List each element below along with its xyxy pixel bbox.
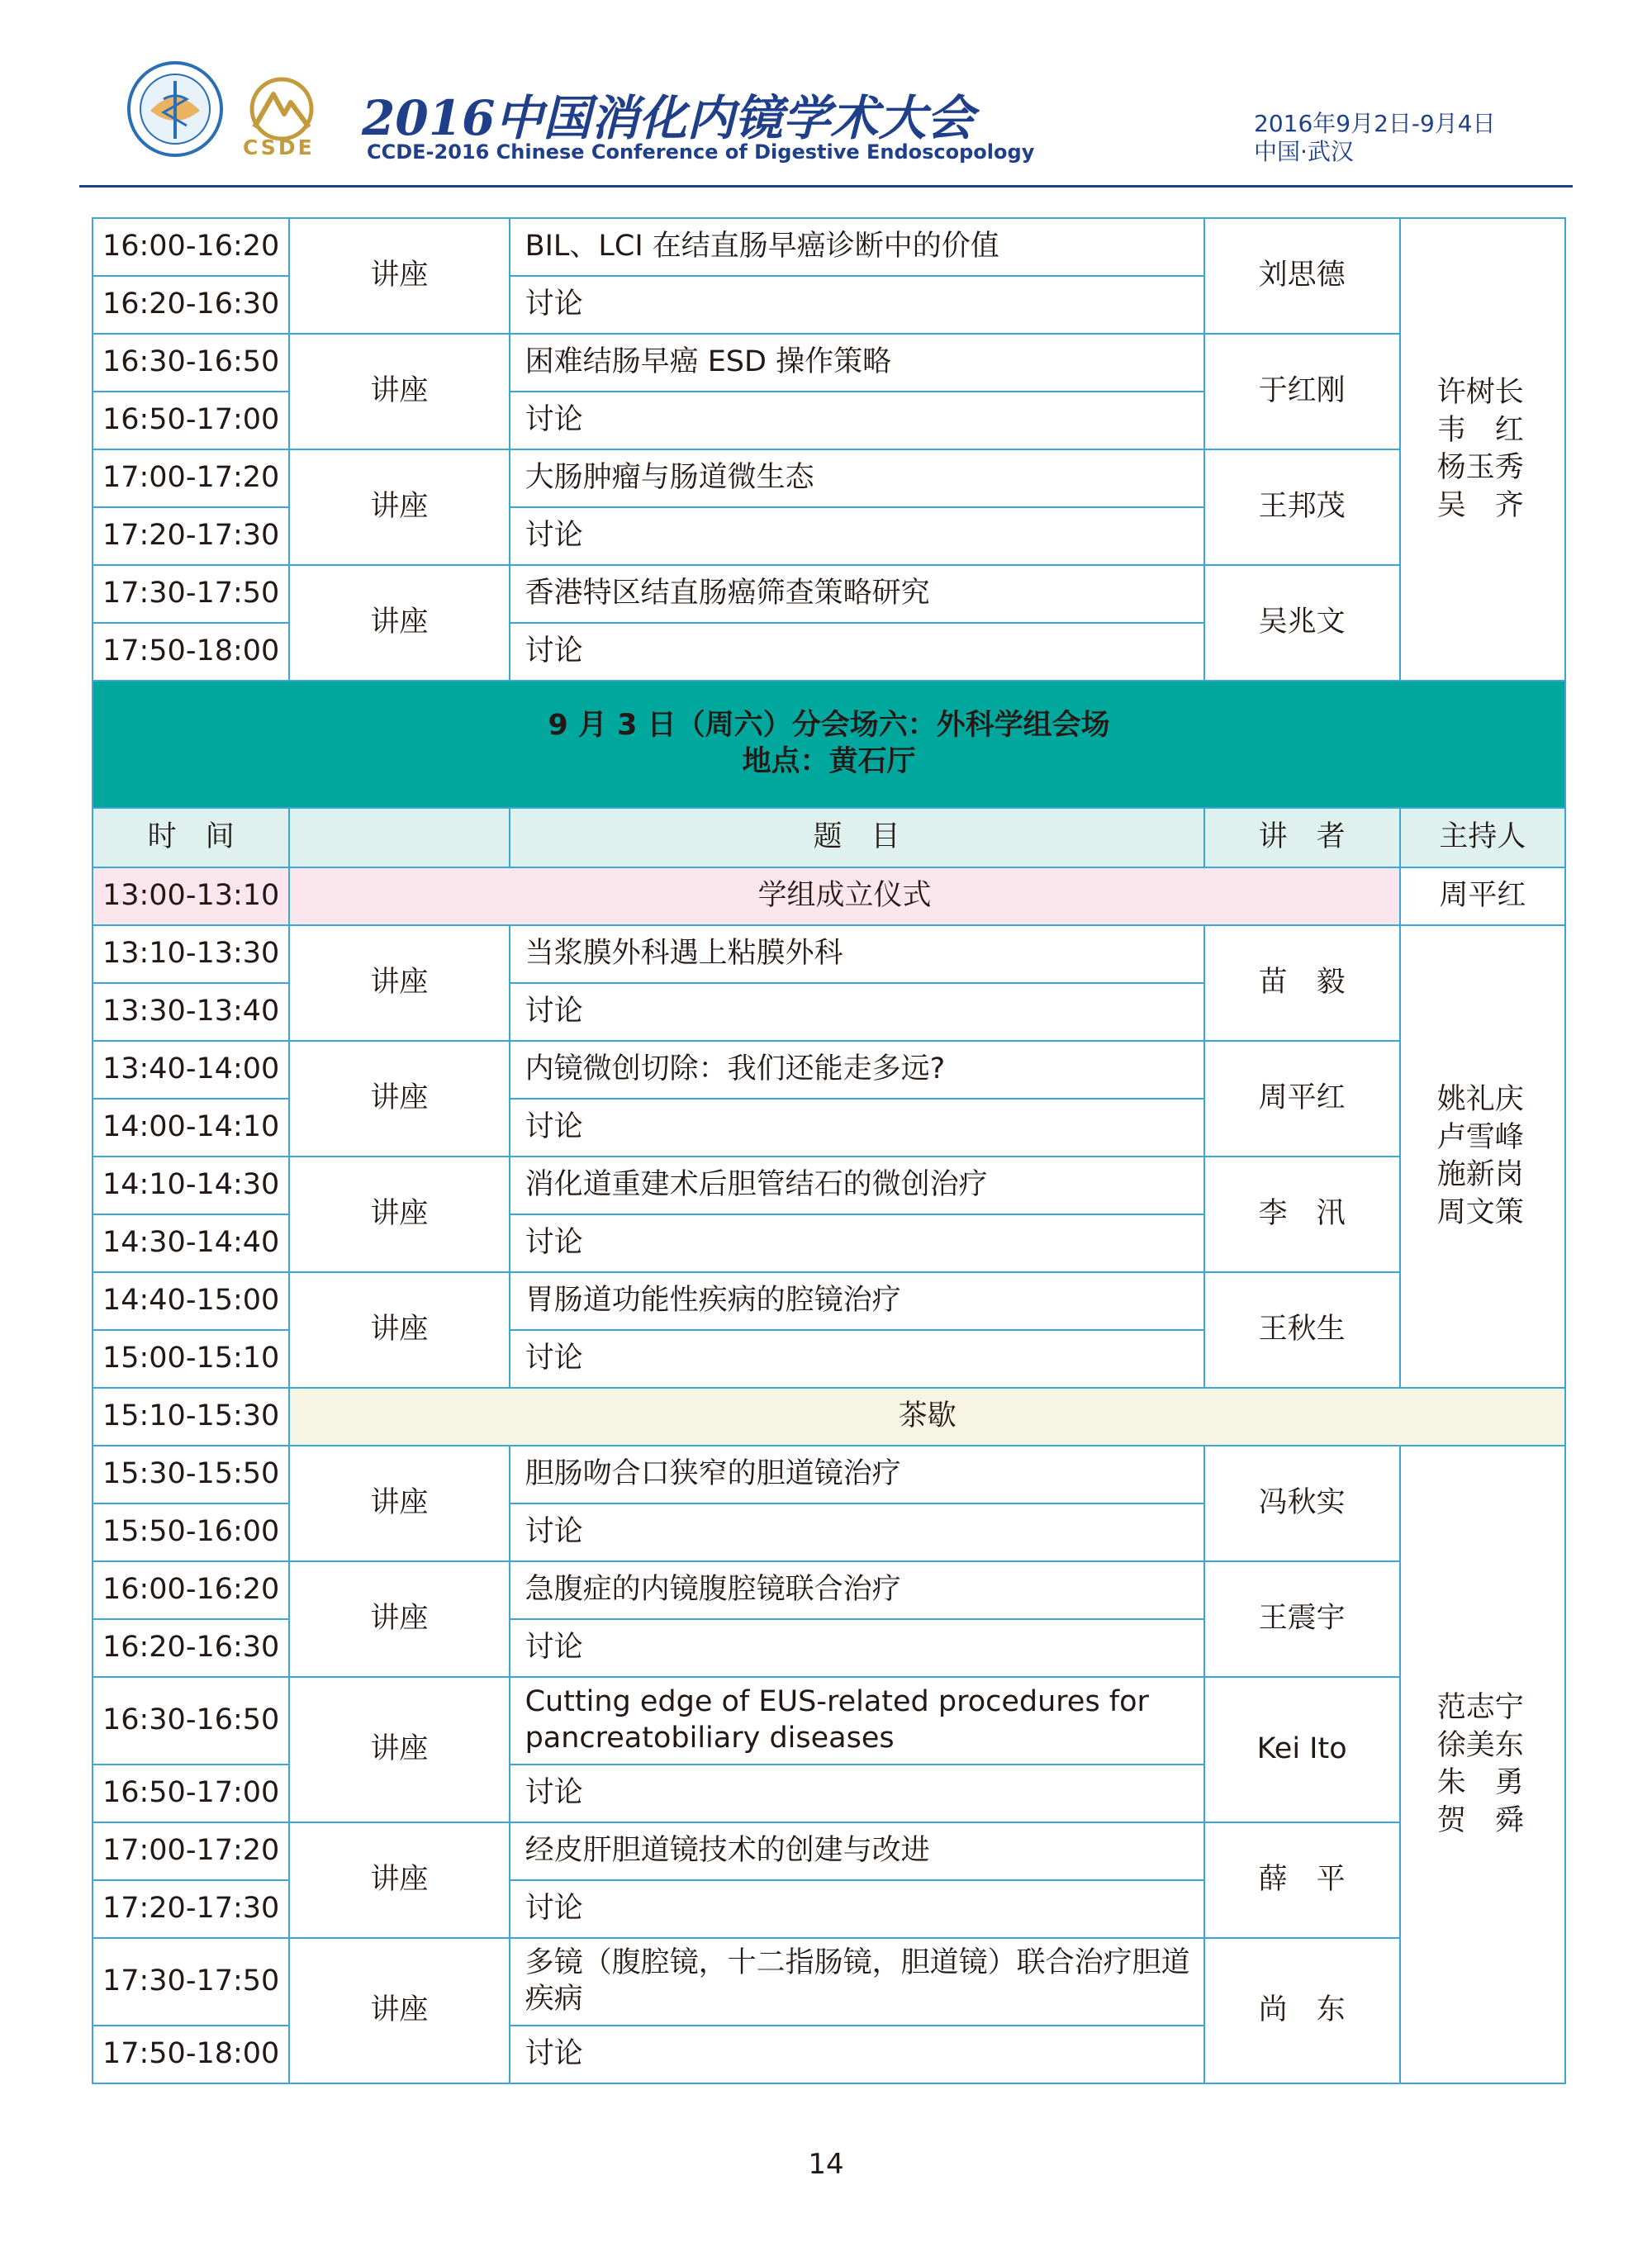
page-header (0, 0, 1652, 190)
type-cell: 讲座 (289, 1041, 509, 1157)
table-row (93, 334, 1565, 392)
time-cell: 14:00-14:10 (93, 1099, 289, 1157)
topic-cell: 讨论 (510, 623, 1204, 681)
topic-cell: 胆肠吻合口狭窄的胆道镜治疗 (510, 1446, 1204, 1503)
type-cell: 讲座 (289, 1677, 509, 1822)
topic-cell: 讨论 (510, 507, 1204, 565)
type-cell: 讲座 (289, 218, 509, 334)
type-cell: 讲座 (289, 925, 509, 1041)
time-cell: 17:20-17:30 (93, 1880, 289, 1938)
host-name: 许树长 (1436, 376, 1524, 409)
table-row (93, 218, 1565, 276)
host-name: 贺 舜 (1436, 1803, 1524, 1837)
time-cell: 15:10-15:30 (93, 1388, 289, 1446)
table-row (93, 1561, 1565, 1619)
time-cell: 17:20-17:30 (93, 507, 289, 565)
topic-cell: 困难结肠早癌 ESD 操作策略 (510, 334, 1204, 392)
time-cell: 16:20-16:30 (93, 1619, 289, 1677)
type-cell: 讲座 (289, 1446, 509, 1561)
time-cell: 16:20-16:30 (93, 276, 289, 334)
type-cell: 讲座 (289, 1822, 509, 1938)
time-cell: 17:30-17:50 (93, 1938, 289, 2026)
ceremony-row (93, 867, 1565, 925)
time-cell: 14:40-15:00 (93, 1272, 289, 1330)
conference-place: 中国·武汉 (1254, 138, 1354, 165)
conference-title: 2016中国消化内镜学术大会 (362, 90, 975, 146)
tea-break-label: 茶歇 (289, 1388, 1565, 1446)
time-cell: 13:40-14:00 (93, 1041, 289, 1099)
topic-cell: 当浆膜外科遇上粘膜外科 (510, 925, 1204, 983)
time-cell: 13:10-13:30 (93, 925, 289, 983)
speaker-cell: 尚 东 (1204, 1938, 1400, 2083)
time-cell: 16:00-16:20 (93, 1561, 289, 1619)
speaker-cell: 王邦茂 (1204, 449, 1400, 565)
topic-cell: 胃肠道功能性疾病的腔镜治疗 (510, 1272, 1204, 1330)
host-name: 吴 齐 (1436, 488, 1524, 522)
topic-cell: 多镜（腹腔镜，十二指肠镜，胆道镜）联合治疗胆道疾病 (510, 1938, 1204, 2026)
topic-cell: 讨论 (510, 1503, 1204, 1561)
type-cell: 讲座 (289, 565, 509, 681)
speaker-cell: Kei Ito (1204, 1677, 1400, 1822)
page-number: 14 (808, 2148, 844, 2181)
conference-date: 2016年9月2日-9月4日 (1254, 110, 1496, 137)
table-row (93, 565, 1565, 623)
column-header-empty (289, 808, 509, 867)
topic-cell: 讨论 (510, 1099, 1204, 1157)
conference-subtitle: CCDE-2016 Chinese Conference of Digestive Endoscopology (367, 140, 1035, 164)
topic-cell: 讨论 (510, 1619, 1204, 1677)
speaker-cell: 王秋生 (1204, 1272, 1400, 1388)
type-cell: 讲座 (289, 1561, 509, 1677)
column-header-host: 主持人 (1400, 808, 1565, 867)
time-cell: 15:30-15:50 (93, 1446, 289, 1503)
time-cell: 14:30-14:40 (93, 1214, 289, 1272)
topic-cell: BIL、LCI 在结直肠早癌诊断中的价值 (510, 218, 1204, 276)
host-cell (1400, 925, 1565, 1388)
time-cell: 17:50-18:00 (93, 2026, 289, 2083)
speaker-cell: 刘思德 (1204, 218, 1400, 334)
session-location: 地点：黄石厅 (742, 745, 916, 778)
type-cell: 讲座 (289, 449, 509, 565)
time-cell: 16:50-17:00 (93, 392, 289, 449)
time-cell: 17:30-17:50 (93, 565, 289, 623)
topic-cell: 讨论 (510, 983, 1204, 1041)
topic-cell: 讨论 (510, 1765, 1204, 1822)
time-cell: 13:30-13:40 (93, 983, 289, 1041)
column-header-speaker: 讲 者 (1204, 808, 1400, 867)
table-row (93, 449, 1565, 507)
time-cell: 17:00-17:20 (93, 1822, 289, 1880)
host-name: 卢雪峰 (1436, 1120, 1524, 1154)
time-cell: 16:50-17:00 (93, 1765, 289, 1822)
speaker-cell: 王震宇 (1204, 1561, 1400, 1677)
host-cell (1400, 1446, 1565, 2083)
topic-cell: 消化道重建术后胆管结石的微创治疗 (510, 1157, 1204, 1214)
speaker-cell: 冯秋实 (1204, 1446, 1400, 1561)
time-cell: 17:50-18:00 (93, 623, 289, 681)
host-cell: 周平红 (1400, 867, 1565, 925)
session-banner-cell (93, 681, 1565, 808)
column-header-topic: 题 目 (510, 808, 1204, 867)
host-name: 周文策 (1436, 1195, 1524, 1229)
host-name: 姚礼庆 (1436, 1083, 1524, 1116)
table-row (93, 925, 1565, 983)
time-cell: 14:10-14:30 (93, 1157, 289, 1214)
type-cell: 讲座 (289, 334, 509, 449)
host-name: 韦 红 (1436, 413, 1524, 447)
speaker-cell: 薛 平 (1204, 1822, 1400, 1938)
column-header-time: 时 间 (93, 808, 289, 867)
tea-break-row (93, 1388, 1565, 1446)
topic-cell: 经皮肝胆道镜技术的创建与改进 (510, 1822, 1204, 1880)
time-cell: 15:50-16:00 (93, 1503, 289, 1561)
topic-cell: 讨论 (510, 1330, 1204, 1388)
table-row (93, 1938, 1565, 2026)
speaker-cell: 吴兆文 (1204, 565, 1400, 681)
csde-logo-text: CSDE (243, 135, 315, 159)
time-cell: 13:00-13:10 (93, 867, 289, 925)
header-divider (79, 185, 1573, 188)
host-name: 杨玉秀 (1436, 451, 1524, 484)
time-cell: 16:30-16:50 (93, 334, 289, 392)
schedule-table (92, 217, 1566, 2084)
topic-cell: 讨论 (510, 1214, 1204, 1272)
topic-cell: Cutting edge of EUS-related procedures for pancreatobiliary diseases (510, 1677, 1204, 1765)
host-name: 范志宁 (1436, 1691, 1524, 1724)
column-header-row (93, 808, 1565, 867)
topic-cell: 大肠肿瘤与肠道微生态 (510, 449, 1204, 507)
time-cell: 16:00-16:20 (93, 218, 289, 276)
ceremony-label: 学组成立仪式 (289, 867, 1400, 925)
session-banner (93, 681, 1565, 808)
topic-cell: 内镜微创切除：我们还能走多远? (510, 1041, 1204, 1099)
topic-cell: 讨论 (510, 2026, 1204, 2083)
time-cell: 17:00-17:20 (93, 449, 289, 507)
session-title: 9 月 3 日（周六）分会场六：外科学组会场 (548, 709, 1110, 743)
speaker-cell: 苗 毅 (1204, 925, 1400, 1041)
topic-cell: 讨论 (510, 1880, 1204, 1938)
topic-cell: 讨论 (510, 276, 1204, 334)
speaker-cell: 周平红 (1204, 1041, 1400, 1157)
speaker-cell: 李 汛 (1204, 1157, 1400, 1272)
table-row (93, 1446, 1565, 1503)
host-cell (1400, 218, 1565, 681)
time-cell: 15:00-15:10 (93, 1330, 289, 1388)
host-name: 施新岗 (1436, 1158, 1524, 1191)
table-row (93, 1041, 1565, 1099)
host-name: 徐美东 (1436, 1728, 1524, 1762)
table-row (93, 1272, 1565, 1330)
type-cell: 讲座 (289, 1938, 509, 2083)
table-row (93, 1822, 1565, 1880)
topic-cell: 急腹症的内镜腹腔镜联合治疗 (510, 1561, 1204, 1619)
time-cell: 16:30-16:50 (93, 1677, 289, 1765)
host-name: 朱 勇 (1436, 1766, 1524, 1799)
table-row (93, 1677, 1565, 1765)
topic-cell: 讨论 (510, 392, 1204, 449)
cma-logo-icon (126, 59, 225, 159)
topic-cell: 香港特区结直肠癌筛查策略研究 (510, 565, 1204, 623)
speaker-cell: 于红刚 (1204, 334, 1400, 449)
type-cell: 讲座 (289, 1272, 509, 1388)
table-row (93, 1157, 1565, 1214)
type-cell: 讲座 (289, 1157, 509, 1272)
